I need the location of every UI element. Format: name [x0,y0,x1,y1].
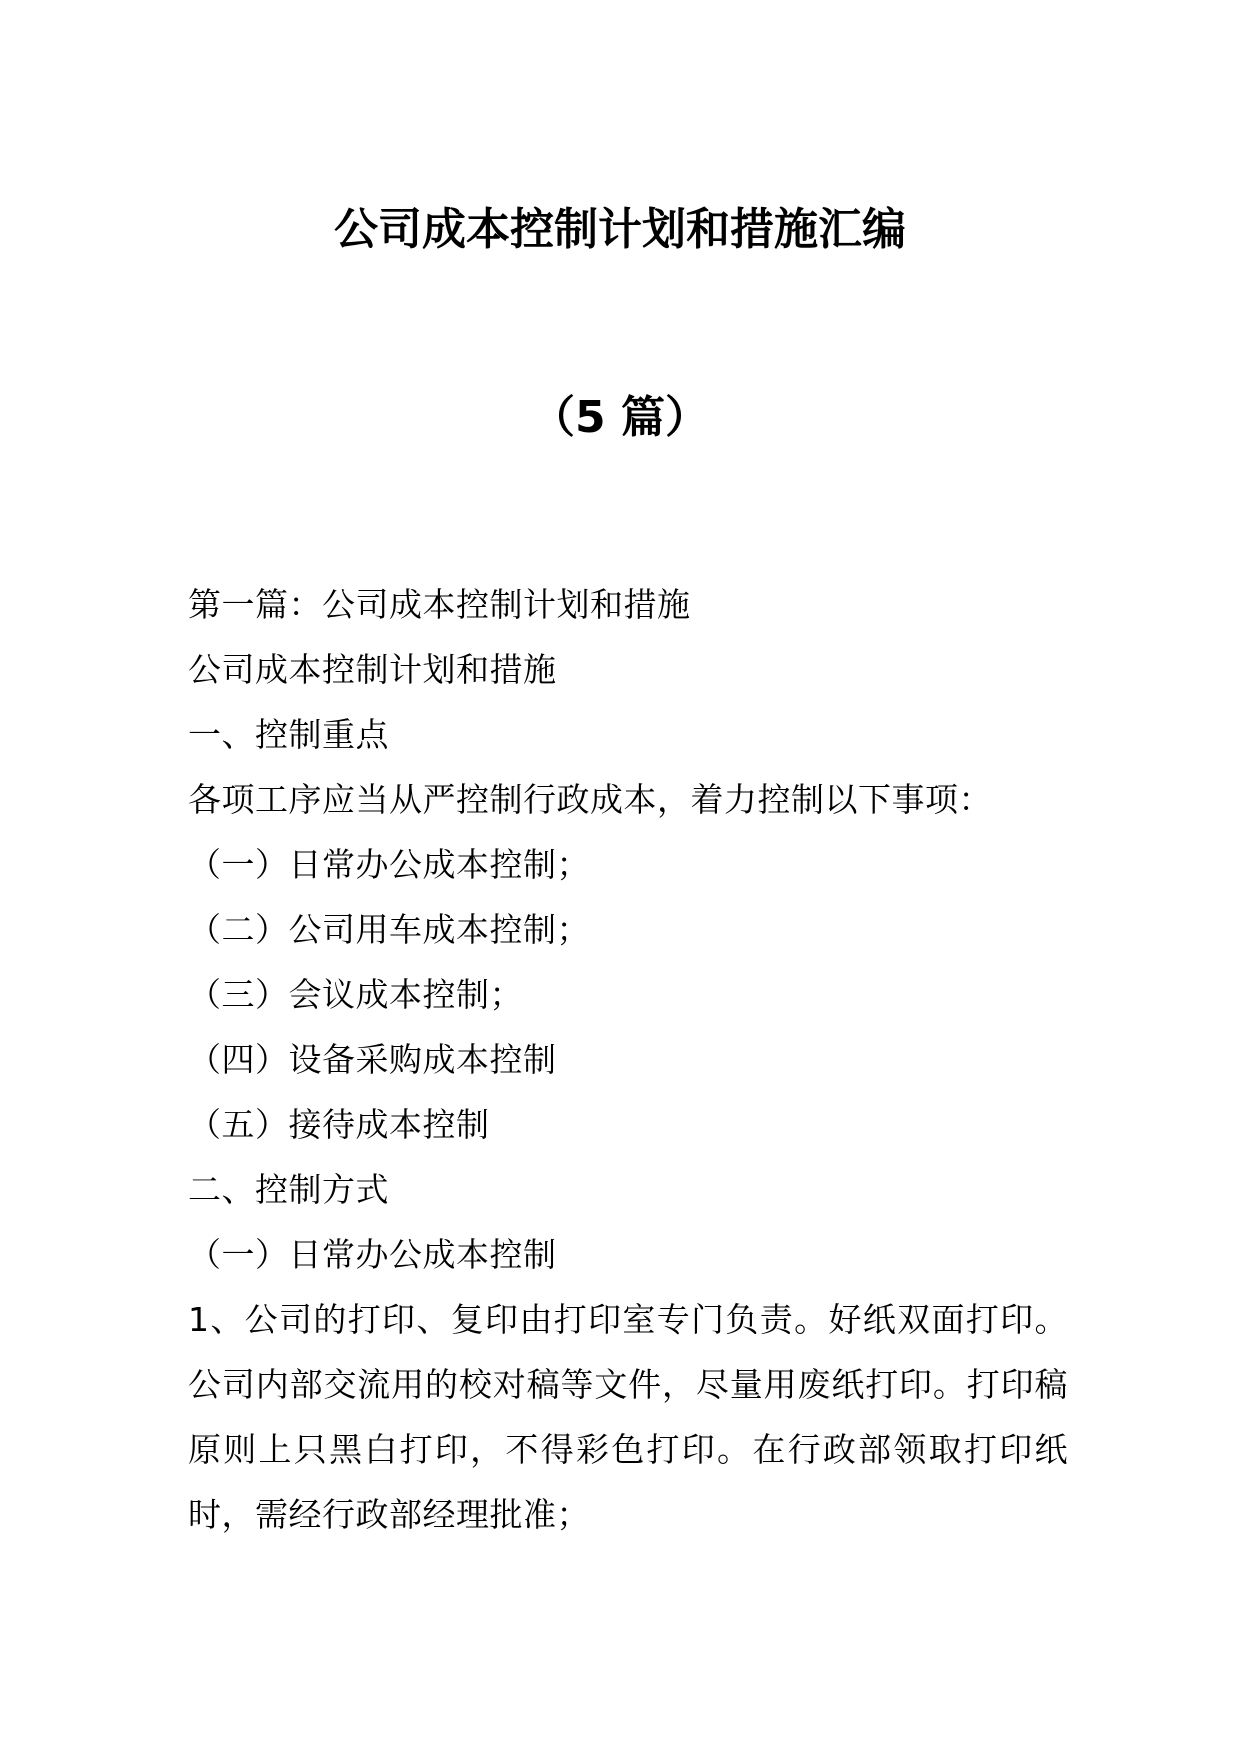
heading-control-focus: 一、控制重点 [188,715,389,754]
document-body [188,572,1068,1547]
list-item: （四）设备采购成本控制 [188,1040,557,1079]
list-item: （二）公司用车成本控制； [188,910,590,949]
document-title: 公司成本控制计划和措施汇编 [334,204,906,255]
section-title: 公司成本控制计划和措施 [188,650,557,689]
heading-control-method: 二、控制方式 [188,1170,389,1209]
subheading-daily-office: （一）日常办公成本控制 [188,1235,557,1274]
list-item: （一）日常办公成本控制； [188,845,590,884]
intro-line: 各项工序应当从严控制行政成本，着力控制以下事项： [188,780,992,819]
chapter-heading: 第一篇：公司成本控制计划和措施 [188,585,691,624]
paragraph-printing-rules: 1、公司的打印、复印由打印室专门负责。好纸双面打印。公司内部交流用的校对稿等文件，尽量用废纸打印。打印稿原则上只黑白打印，不得彩色打印。在行政部领取打印纸时，需经行政部经理批准； [188,1300,1068,1534]
list-item: （五）接待成本控制 [188,1105,490,1144]
document-subtitle: （5 篇） [531,392,709,443]
list-item: （三）会议成本控制； [188,975,523,1014]
